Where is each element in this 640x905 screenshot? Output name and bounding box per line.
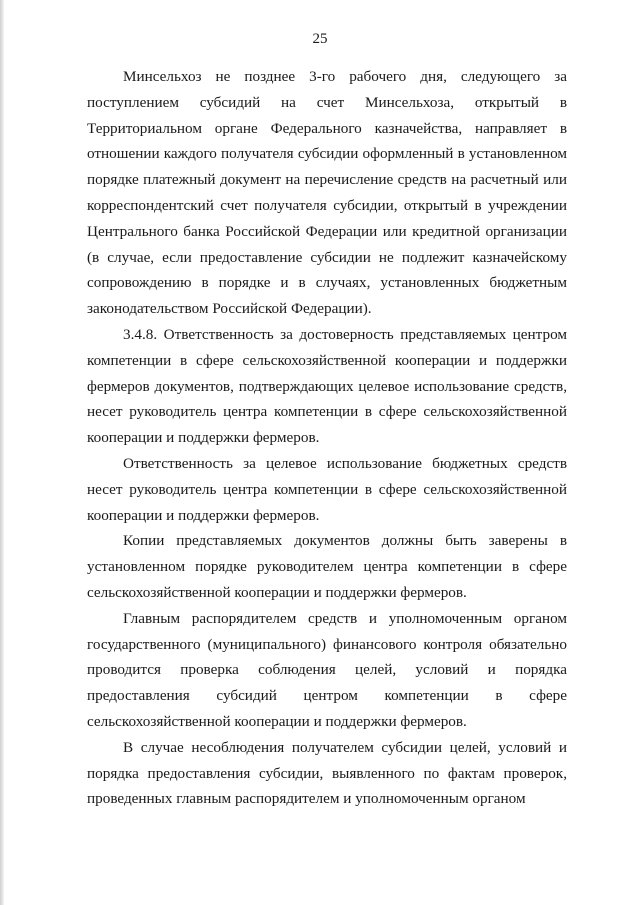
paragraph-noncompliance: В случае несоблюдения получателем субсидии целей, условий и порядка предоставления субсидии, выявленного по фактам проверок, проведенных главным распорядителем и уполномоченным органом: [87, 738, 567, 808]
paragraph-3-4-8-responsibility: 3.4.8. Ответственность за достоверность представляемых центром компетенции в сфере сельскохозяйственной кооперации и поддержки фермеров документов, подтверждающих целевое использование средств, несет руководитель центра компетенции в сфере сельскохозяйственной кооперации и поддержки фермеров.: [87, 325, 567, 447]
paragraph-budget-responsibility: Ответственность за целевое использование бюджетных средств несет руководитель центра компетенции в сфере сельскохозяйственной кооперации и поддержки фермеров.: [87, 454, 567, 524]
paragraph-compliance-check: Главным распорядителем средств и уполномоченным органом государственного (муниципального) финансового контроля обязательно проводится проверка соблюдения целей, условий и порядка предоставления субсидий центром компетенции в сфере сельскохозяйственной кооперации и поддержки фермеров.: [87, 609, 567, 730]
paragraph-document-copies: Копии представляемых документов должны быть заверены в установленном порядке руководителем центра компетенции в сфере сельскохозяйственной кооперации и поддержки фермеров.: [87, 532, 567, 601]
page-edge-shadow: [0, 0, 4, 905]
page-number: 25: [312, 31, 328, 47]
document-body: [87, 64, 567, 812]
paragraph-payment-order: Минсельхоз не позднее 3-го рабочего дня, следующего за поступлением субсидий на счет Минсельхоза, открытый в Территориальном органе Федерального казначейства, направляет в отношении каждого получателя субсидии оформленный в установленном порядке платежный документ на перечисление средств на расчетный или корреспондентский счет получателя субсидии, открытый в учреждении Центрального банка Российской Федерации или кредитной организации (в случае, если предоставление субсидии не подлежит казначейскому сопровождению в порядке и в случаях, установленных бюджетным законодательством Российской Федерации).: [87, 68, 567, 318]
